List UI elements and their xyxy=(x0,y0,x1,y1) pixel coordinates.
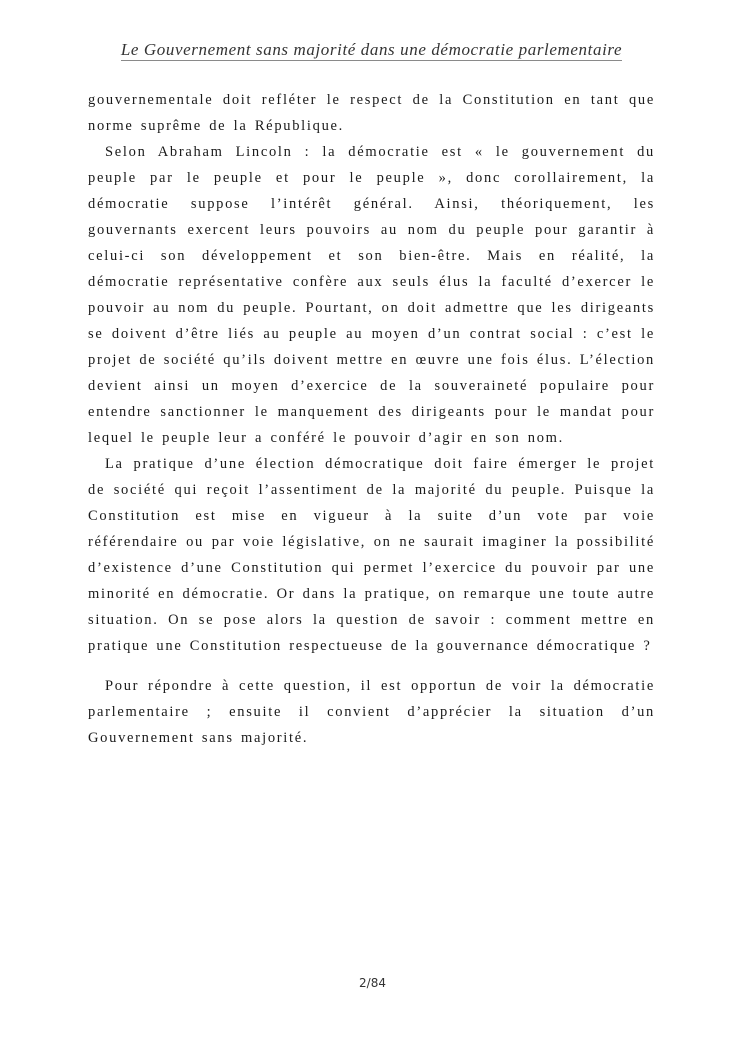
running-header-title: Le Gouvernement sans majorité dans une démocratie parlementaire xyxy=(120,40,623,59)
page-number: 2/84 xyxy=(359,976,386,990)
paragraph-lincoln: Selon Abraham Lincoln : la démocratie est « le gouvernement du peuple par le peuple et pour le peuple », donc corollairement, la démocratie suppose l’intérêt général. Ainsi, théoriquement, les gouvernants exercent leurs pouvoirs au nom du peuple pour garantir à celui-ci son développement et son bien-être. Mais en réalité, la démocratie représentative confère aux seuls élus la faculté d’exercer le pouvoir au nom du peuple. Pourtant, on doit admettre que les dirigeants se doivent d’être liés au peuple au moyen d’un contrat social : c’est le projet de société qu’ils doivent mettre en œuvre une fois élus. L’élection devient ainsi un moyen d’exercice de la souveraineté populaire pour entendre sanctionner le manquement des dirigeants pour le mandat pour lequel le peuple leur a conféré le pouvoir d’agir en son nom. xyxy=(88,144,655,446)
paragraph-continuation: gouvernementale doit refléter le respect de la Constitution en tant que norme suprême de la République. xyxy=(88,92,655,134)
document-body xyxy=(88,87,655,751)
paragraph-election: La pratique d’une élection démocratique doit faire émerger le projet de société qui reçoit l’assentiment de la majorité du peuple. Puisque la Constitution est mise en vigueur à la suite d’un vote par voie référendaire ou par voie législative, on ne saurait imaginer la possibilité d’existence d’une Constitution qui permet l’exercice du pouvoir par une minorité en démocratie. Or dans la pratique, on remarque une toute autre situation. On se pose alors la question de savoir : comment mettre en pratique une Constitution respectueuse de la gouvernance démocratique ? xyxy=(88,456,655,654)
running-header xyxy=(88,40,655,60)
paragraph-plan: Pour répondre à cette question, il est opportun de voir la démocratie parlementaire ; ensuite il convient d’apprécier la situation d’un Gouvernement sans majorité. xyxy=(88,678,655,746)
